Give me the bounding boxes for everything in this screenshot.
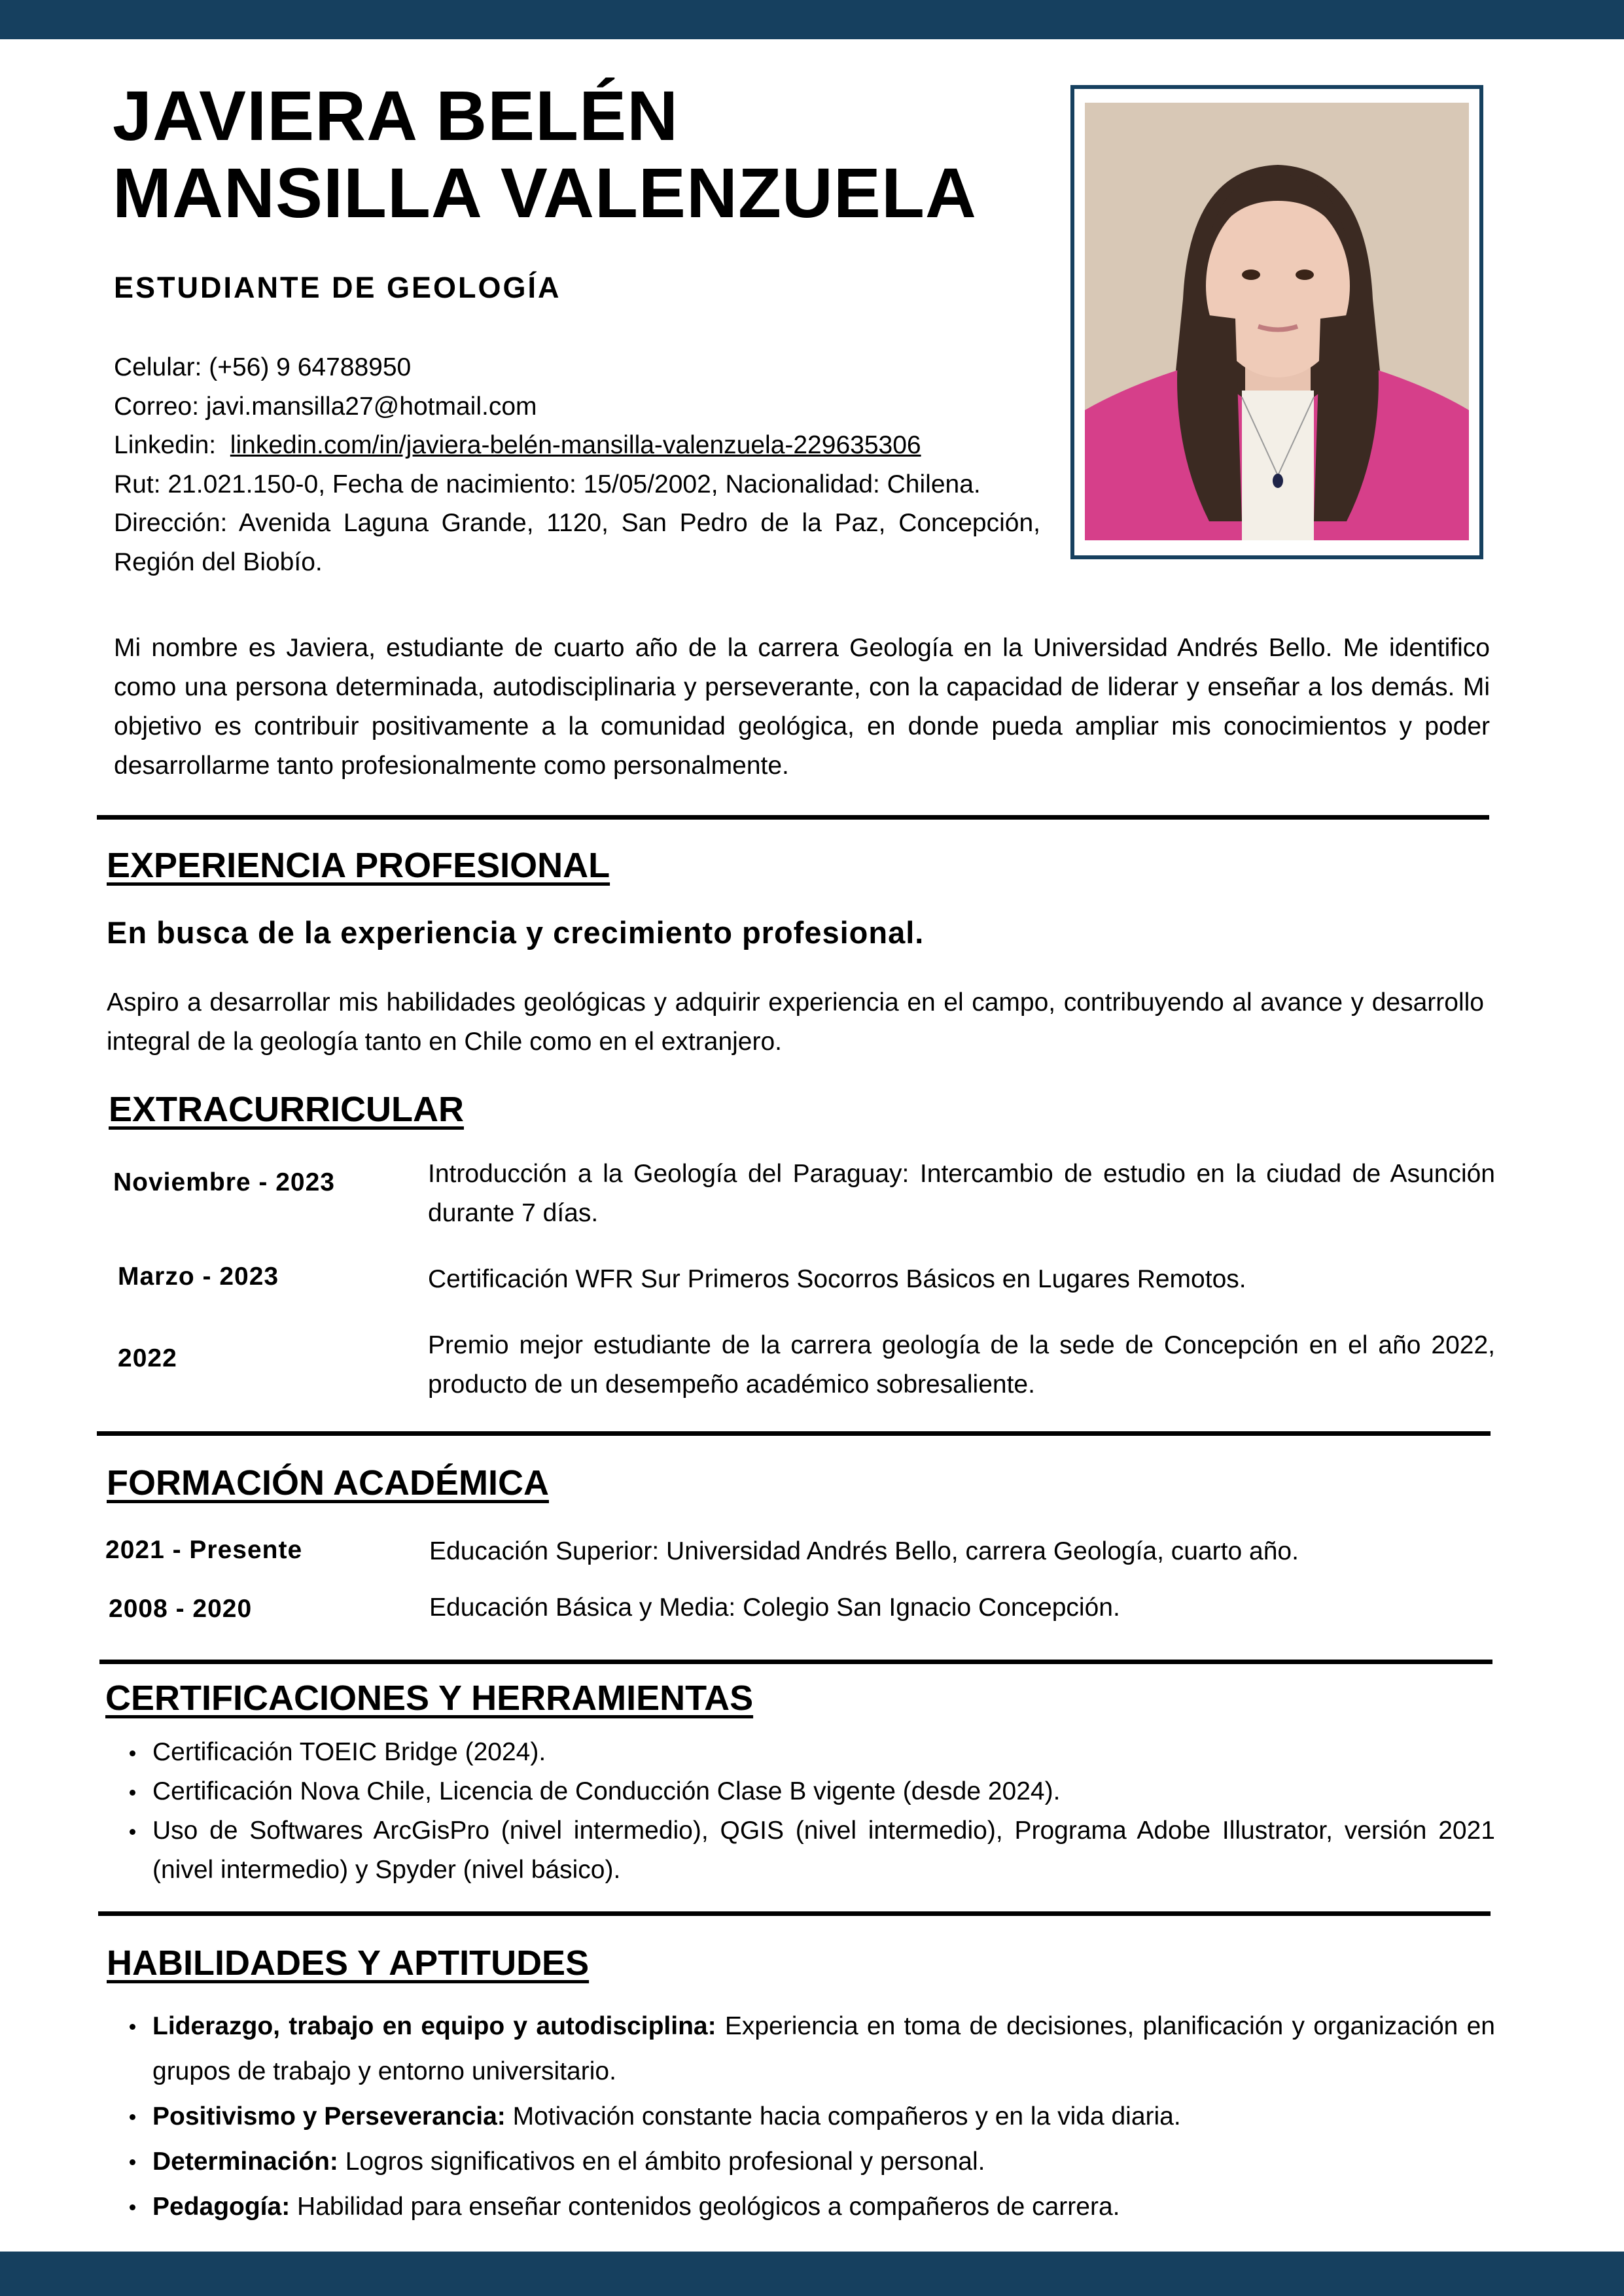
- skill-label: Determinación:: [152, 2148, 338, 2176]
- linkedin: [114, 426, 1040, 465]
- education-heading: FORMACIÓN ACADÉMICA: [107, 1463, 549, 1503]
- extracurricular-text: Premio mejor estudiante de la carrera geología de la sede de Concepción en el año 2022, producto de un desempeño académico sobresaliente.: [428, 1331, 1495, 1399]
- top-bar: [0, 0, 1624, 39]
- list-item: Uso de Softwares ArcGisPro (nivel intermedio), QGIS (nivel intermedio), Programa Adobe Illustrator, versión 2021 (nivel intermedio) y Spyder (nivel básico).: [152, 1811, 1495, 1890]
- email: Correo: javi.mansilla27@hotmail.com: [114, 392, 537, 421]
- job-title: ESTUDIANTE DE GEOLOGÍA: [114, 271, 561, 304]
- list-item: Certificación Nova Chile, Licencia de Conducción Clase B vigente (desde 2024).: [152, 1772, 1495, 1811]
- list-item: [152, 2094, 1495, 2139]
- extracurricular-heading: EXTRACURRICULAR: [109, 1090, 464, 1129]
- extracurricular-date: Marzo - 2023: [118, 1262, 279, 1291]
- linkedin-label: Linkedin:: [114, 431, 223, 459]
- section-divider: [98, 1911, 1491, 1916]
- skills-list: [152, 2004, 1495, 2229]
- education-date: 2021 - Presente: [105, 1536, 303, 1564]
- list-item: [152, 2004, 1495, 2094]
- education-text: Educación Superior: Universidad Andrés Bello, carrera Geología, cuarto año.: [429, 1537, 1299, 1565]
- list-item: [152, 2184, 1495, 2229]
- skill-text: Experiencia en toma de decisiones, planificación y organización en grupos de trabajo y entorno universitario.: [152, 2012, 1495, 2085]
- skill-label: Liderazgo, trabajo en equipo y autodisciplina:: [152, 2012, 716, 2040]
- profile-summary: Mi nombre es Javiera, estudiante de cuarto año de la carrera Geología en la Universidad Andrés Bello. Me identifico como una persona determinada, autodisciplinaria y perseverante, con la capacidad de liderar y enseñar a los demás. Mi objetivo es contribuir positivamente a la comunidad geológica, en donde pueda ampliar mis conocimientos y poder desarrollarme tanto profesionalmente como personalmente.: [114, 634, 1490, 780]
- skill-label: Pedagogía:: [152, 2193, 291, 2221]
- extracurricular-text: Introducción a la Geología del Paraguay: Intercambio de estudio en la ciudad de Asunción durante 7 días.: [428, 1160, 1495, 1227]
- skill-text: Logros significativos en el ámbito profesional y personal.: [338, 2148, 985, 2176]
- name-line-1: JAVIERA BELÉN: [113, 76, 679, 155]
- full-name: [113, 77, 977, 232]
- extracurricular-text: Certificación WFR Sur Primeros Socorros Básicos en Lugares Remotos.: [428, 1265, 1246, 1293]
- experience-heading: EXPERIENCIA PROFESIONAL: [107, 846, 610, 885]
- section-divider: [97, 815, 1489, 820]
- bottom-bar: [0, 2252, 1624, 2296]
- experience-text: Aspiro a desarrollar mis habilidades geológicas y adquirir experiencia en el campo, contribuyendo al avance y desarrollo integral de la geología tanto en Chile como en el extranjero.: [107, 988, 1484, 1056]
- skill-text: Habilidad para enseñar contenidos geológicos a compañeros de carrera.: [290, 2193, 1120, 2221]
- contact-info: [114, 348, 1040, 582]
- section-divider: [97, 1431, 1491, 1436]
- certifications-list: [152, 1733, 1495, 1890]
- phone: Celular: (+56) 9 64788950: [114, 353, 412, 381]
- name-line-2: MANSILLA VALENZUELA: [113, 153, 977, 232]
- list-item: [152, 2139, 1495, 2184]
- photo-frame: [1070, 85, 1483, 559]
- skill-text: Motivación constante hacia compañeros y en la vida diaria.: [505, 2102, 1181, 2131]
- address: Dirección: Avenida Laguna Grande, 1120, San Pedro de la Paz, Concepción, Región del Biobío.: [114, 509, 1040, 576]
- list-item: Certificación TOEIC Bridge (2024).: [152, 1733, 1495, 1772]
- skills-heading: HABILIDADES Y APTITUDES: [107, 1943, 590, 1983]
- skill-label: Positivismo y Perseverancia:: [152, 2102, 506, 2131]
- linkedin-link[interactable]: linkedin.com/in/javiera-belén-mansilla-valenzuela-229635306: [230, 431, 921, 459]
- profile-photo: [1085, 103, 1469, 540]
- education-text: Educación Básica y Media: Colegio San Ignacio Concepción.: [429, 1593, 1120, 1622]
- experience-subtitle: En busca de la experiencia y crecimiento profesional.: [107, 915, 925, 950]
- extracurricular-date: 2022: [118, 1344, 177, 1372]
- section-divider: [99, 1660, 1492, 1664]
- certifications-heading: CERTIFICACIONES Y HERRAMIENTAS: [105, 1679, 754, 1718]
- personal-data: Rut: 21.021.150-0, Fecha de nacimiento: 15/05/2002, Nacionalidad: Chilena.: [114, 470, 981, 498]
- education-date: 2008 - 2020: [109, 1595, 253, 1623]
- extracurricular-date: Noviembre - 2023: [113, 1168, 335, 1196]
